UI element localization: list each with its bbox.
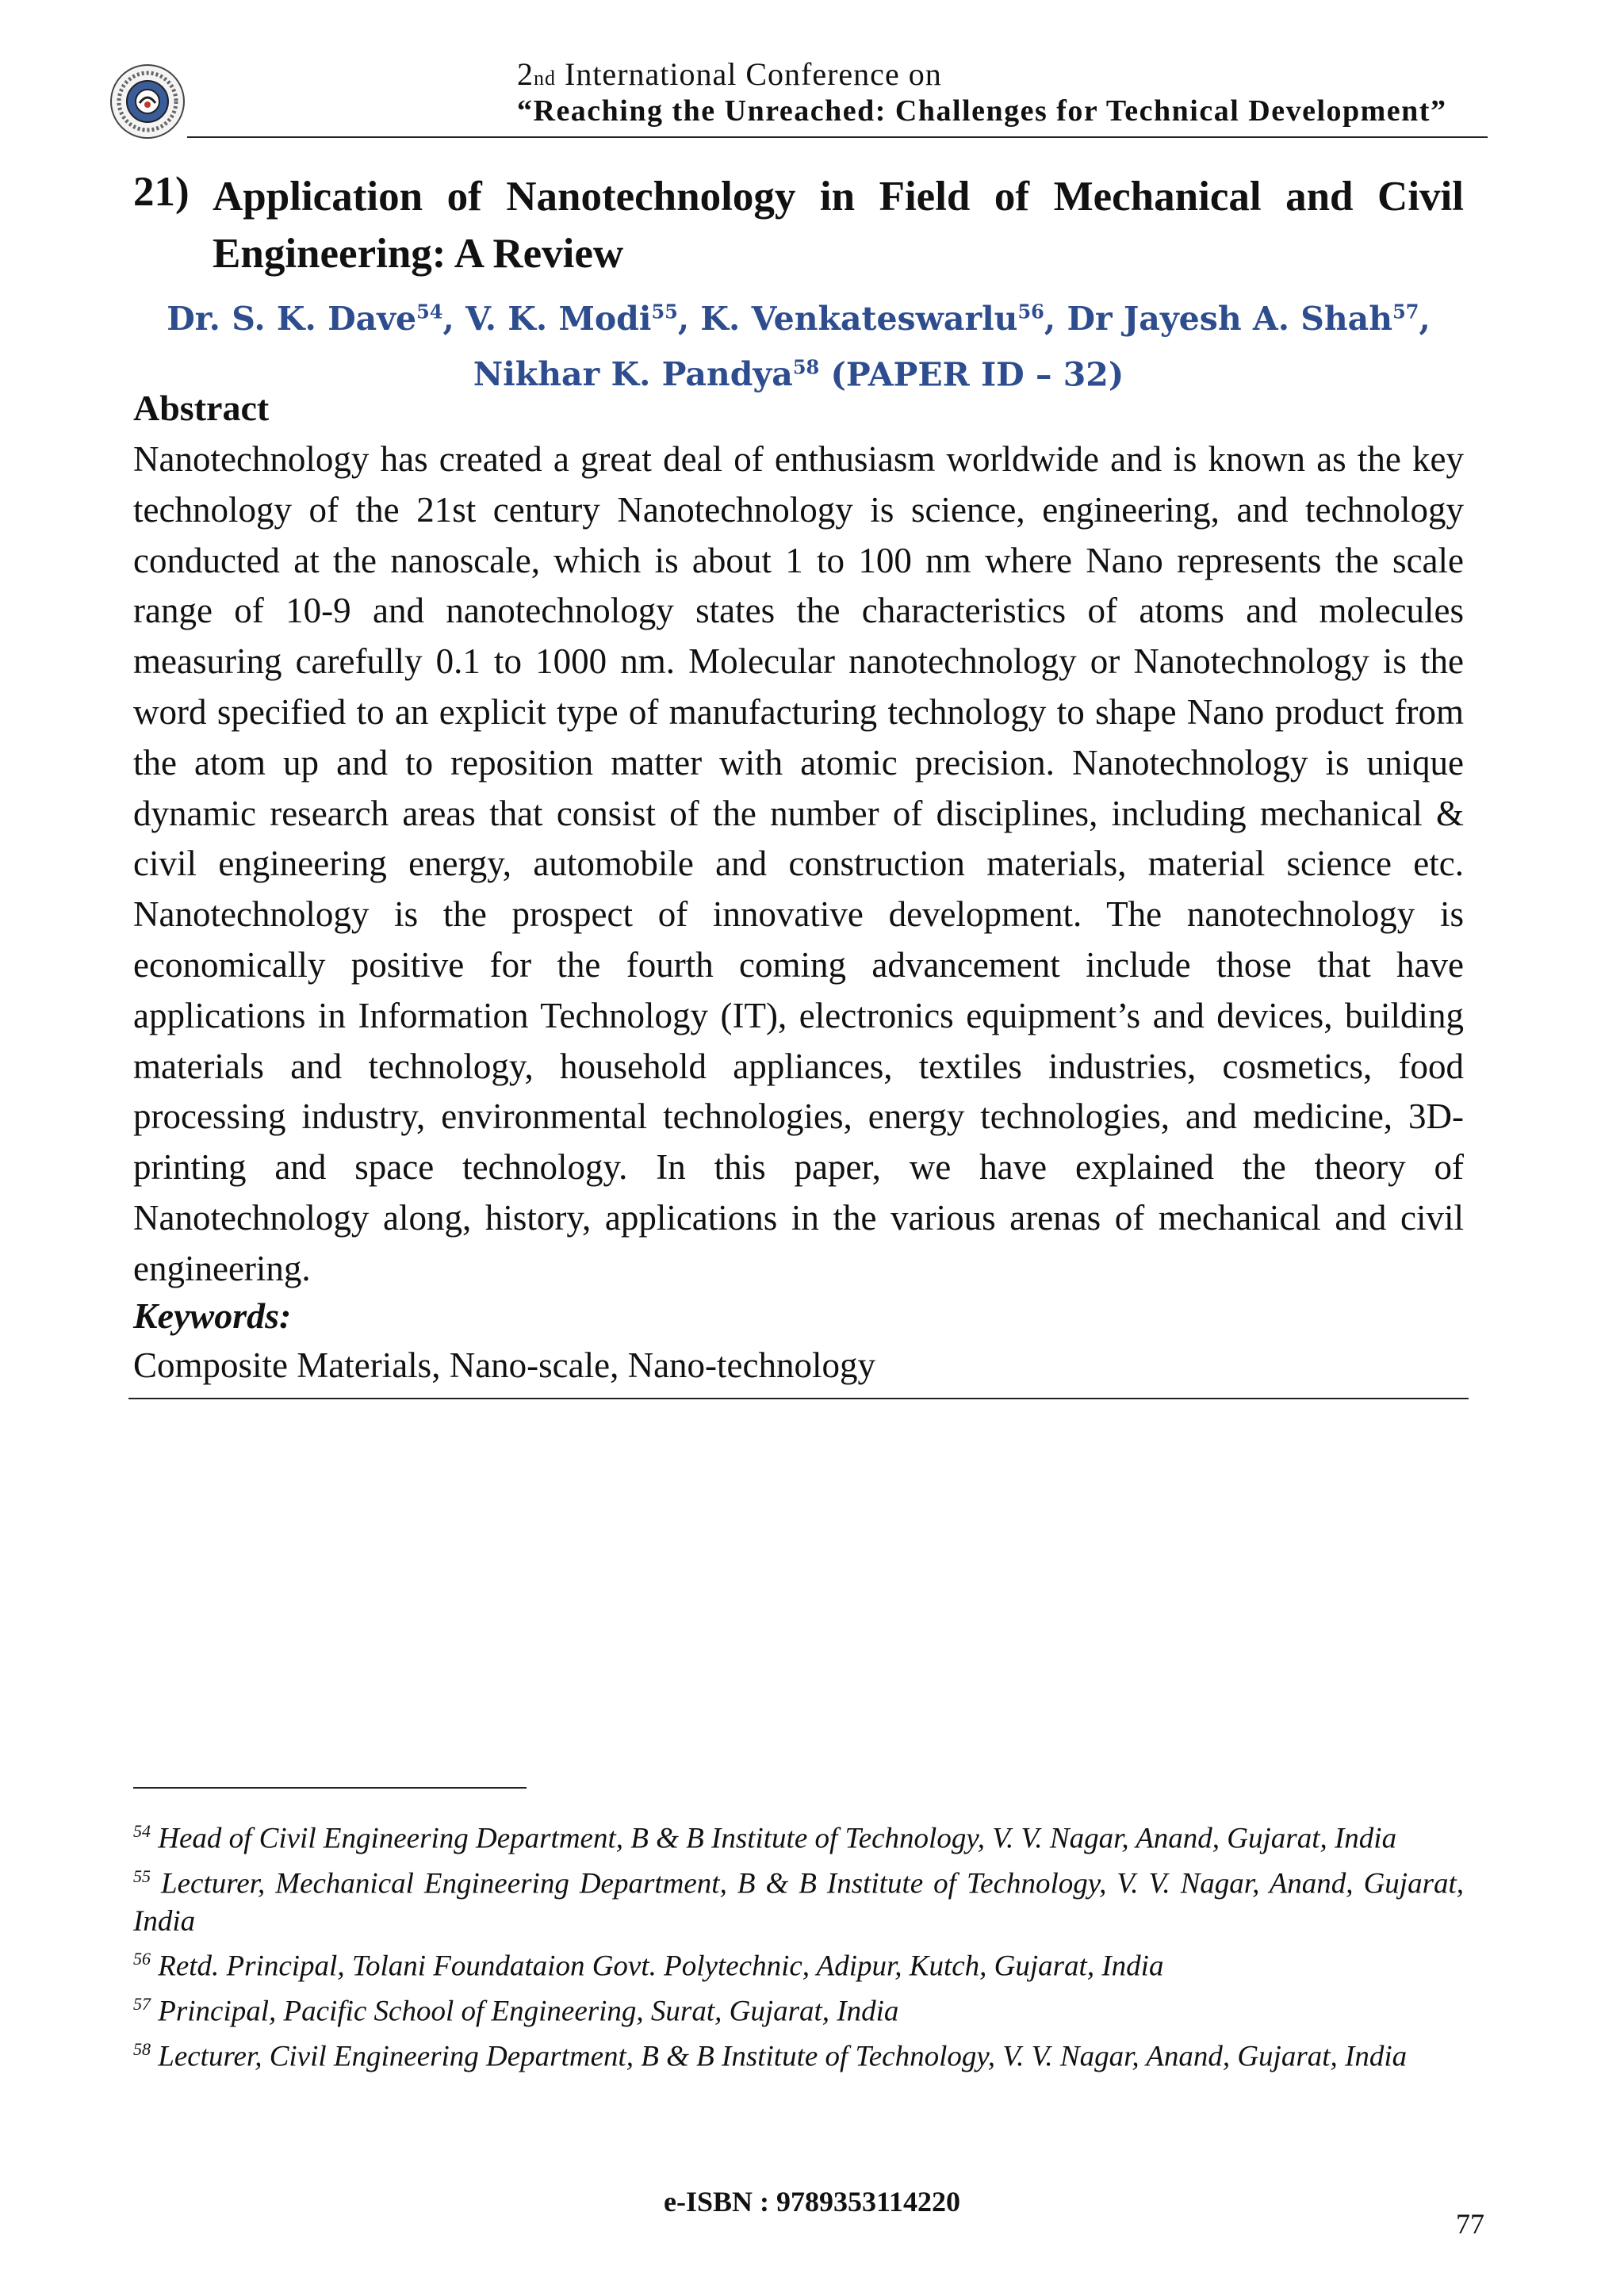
- footnote: $^{57}$ Principal, Pacific School of Engineering, Surat, Gujarat, India: [133, 1993, 899, 2028]
- author: Dr Jayesh A. Shah$^{57}$,: [1067, 299, 1431, 338]
- keywords-text: Composite Materials, Nano-scale, Nano-technology: [133, 1345, 875, 1385]
- abstract-text: Nanotechnology has created a great deal of enthusiasm worldwide and is known as the key technology of the 21st century Nanotechnology is science, engineering, and technology conducted at the nanoscale, which is about 1 to 100 nm where Nano represents the scale range of 10-9 and nanotechnology states the characteristics of atoms and molecules measuring carefully 0.1 to 1000 nm. Molecular nanotechnology or Nanotechnology is the word specified to an explicit type of manufacturing technology to shape Nano product from the atom up and to reposition matter with atomic precision. Nanotechnology is unique dynamic research areas that consist of the number of disciplines, including mechanical & civil engineering energy, automobile and construction materials, material science etc. Nanotechnology is the prospect of innovative development. The nanotechnology is economically positive for the fourth coming advancement include those that have applications in Information Technology (IT), electronics equipment’s and devices, building materials and technology, household appliances, textiles industries, cosmetics, food processing industry, environmental technologies, energy technologies, and medicine, 3D-printing and space technology. In this paper, we have explained the theory of Nanotechnology along, history, applications in the various arenas of mechanical and civil engineering.: [133, 439, 1464, 1288]
- paper-number: 21): [133, 169, 190, 215]
- author: Nikhar K. Pandya$^{58}$: [473, 355, 820, 394]
- footnote: $^{54}$ Head of Civil Engineering Department, B & B Institute of Technology, V. V. Nagar, Anand, Gujarat, India: [133, 1821, 1397, 1855]
- institute-seal-logo: [109, 63, 186, 140]
- isbn: e-ISBN : 9789353114220: [663, 2186, 960, 2218]
- author: Dr. S. K. Dave$^{54}$,: [167, 299, 466, 338]
- abstract-heading: Abstract: [133, 388, 270, 428]
- conference-theme: “Reaching the Unreached: Challenges for Technical Development”: [517, 94, 1447, 128]
- footnote-divider: [133, 1787, 527, 1789]
- paper-id: (PAPER ID – 32): [830, 355, 1124, 394]
- header-divider: [187, 136, 1488, 138]
- conference-name: 2nd International Conference on: [517, 56, 942, 92]
- author: V. K. Modi$^{55}$,: [465, 299, 701, 338]
- keywords-heading: Keywords:: [133, 1295, 292, 1336]
- page-number: 77: [1456, 2208, 1484, 2240]
- footnote: $^{58}$ Lecturer, Civil Engineering Department, B & B Institute of Technology, V. V. Nagar, Anand, Gujarat, India: [133, 2038, 1408, 2073]
- paper-title-line2: Engineering: A Review: [213, 231, 624, 277]
- paper-title-line1: Application of Nanotechnology in Field of Mechanical and Civil: [213, 174, 1464, 220]
- footnotes: [133, 1812, 1464, 2076]
- author: K. Venkateswarlu$^{56}$,: [700, 299, 1067, 338]
- paper-title: [213, 168, 1464, 282]
- keywords-divider: [128, 1398, 1469, 1399]
- author-list: [133, 287, 1464, 399]
- footnote: $^{56}$ Retd. Principal, Tolani Foundataion Govt. Polytechnic, Adipur, Kutch, Gujarat, India: [133, 1949, 1164, 1983]
- footnote: $^{55}$ Lecturer, Mechanical Engineering Department, B & B Institute of Technology, V. V. Nagar, Anand, Gujarat, India: [133, 1866, 1464, 1938]
